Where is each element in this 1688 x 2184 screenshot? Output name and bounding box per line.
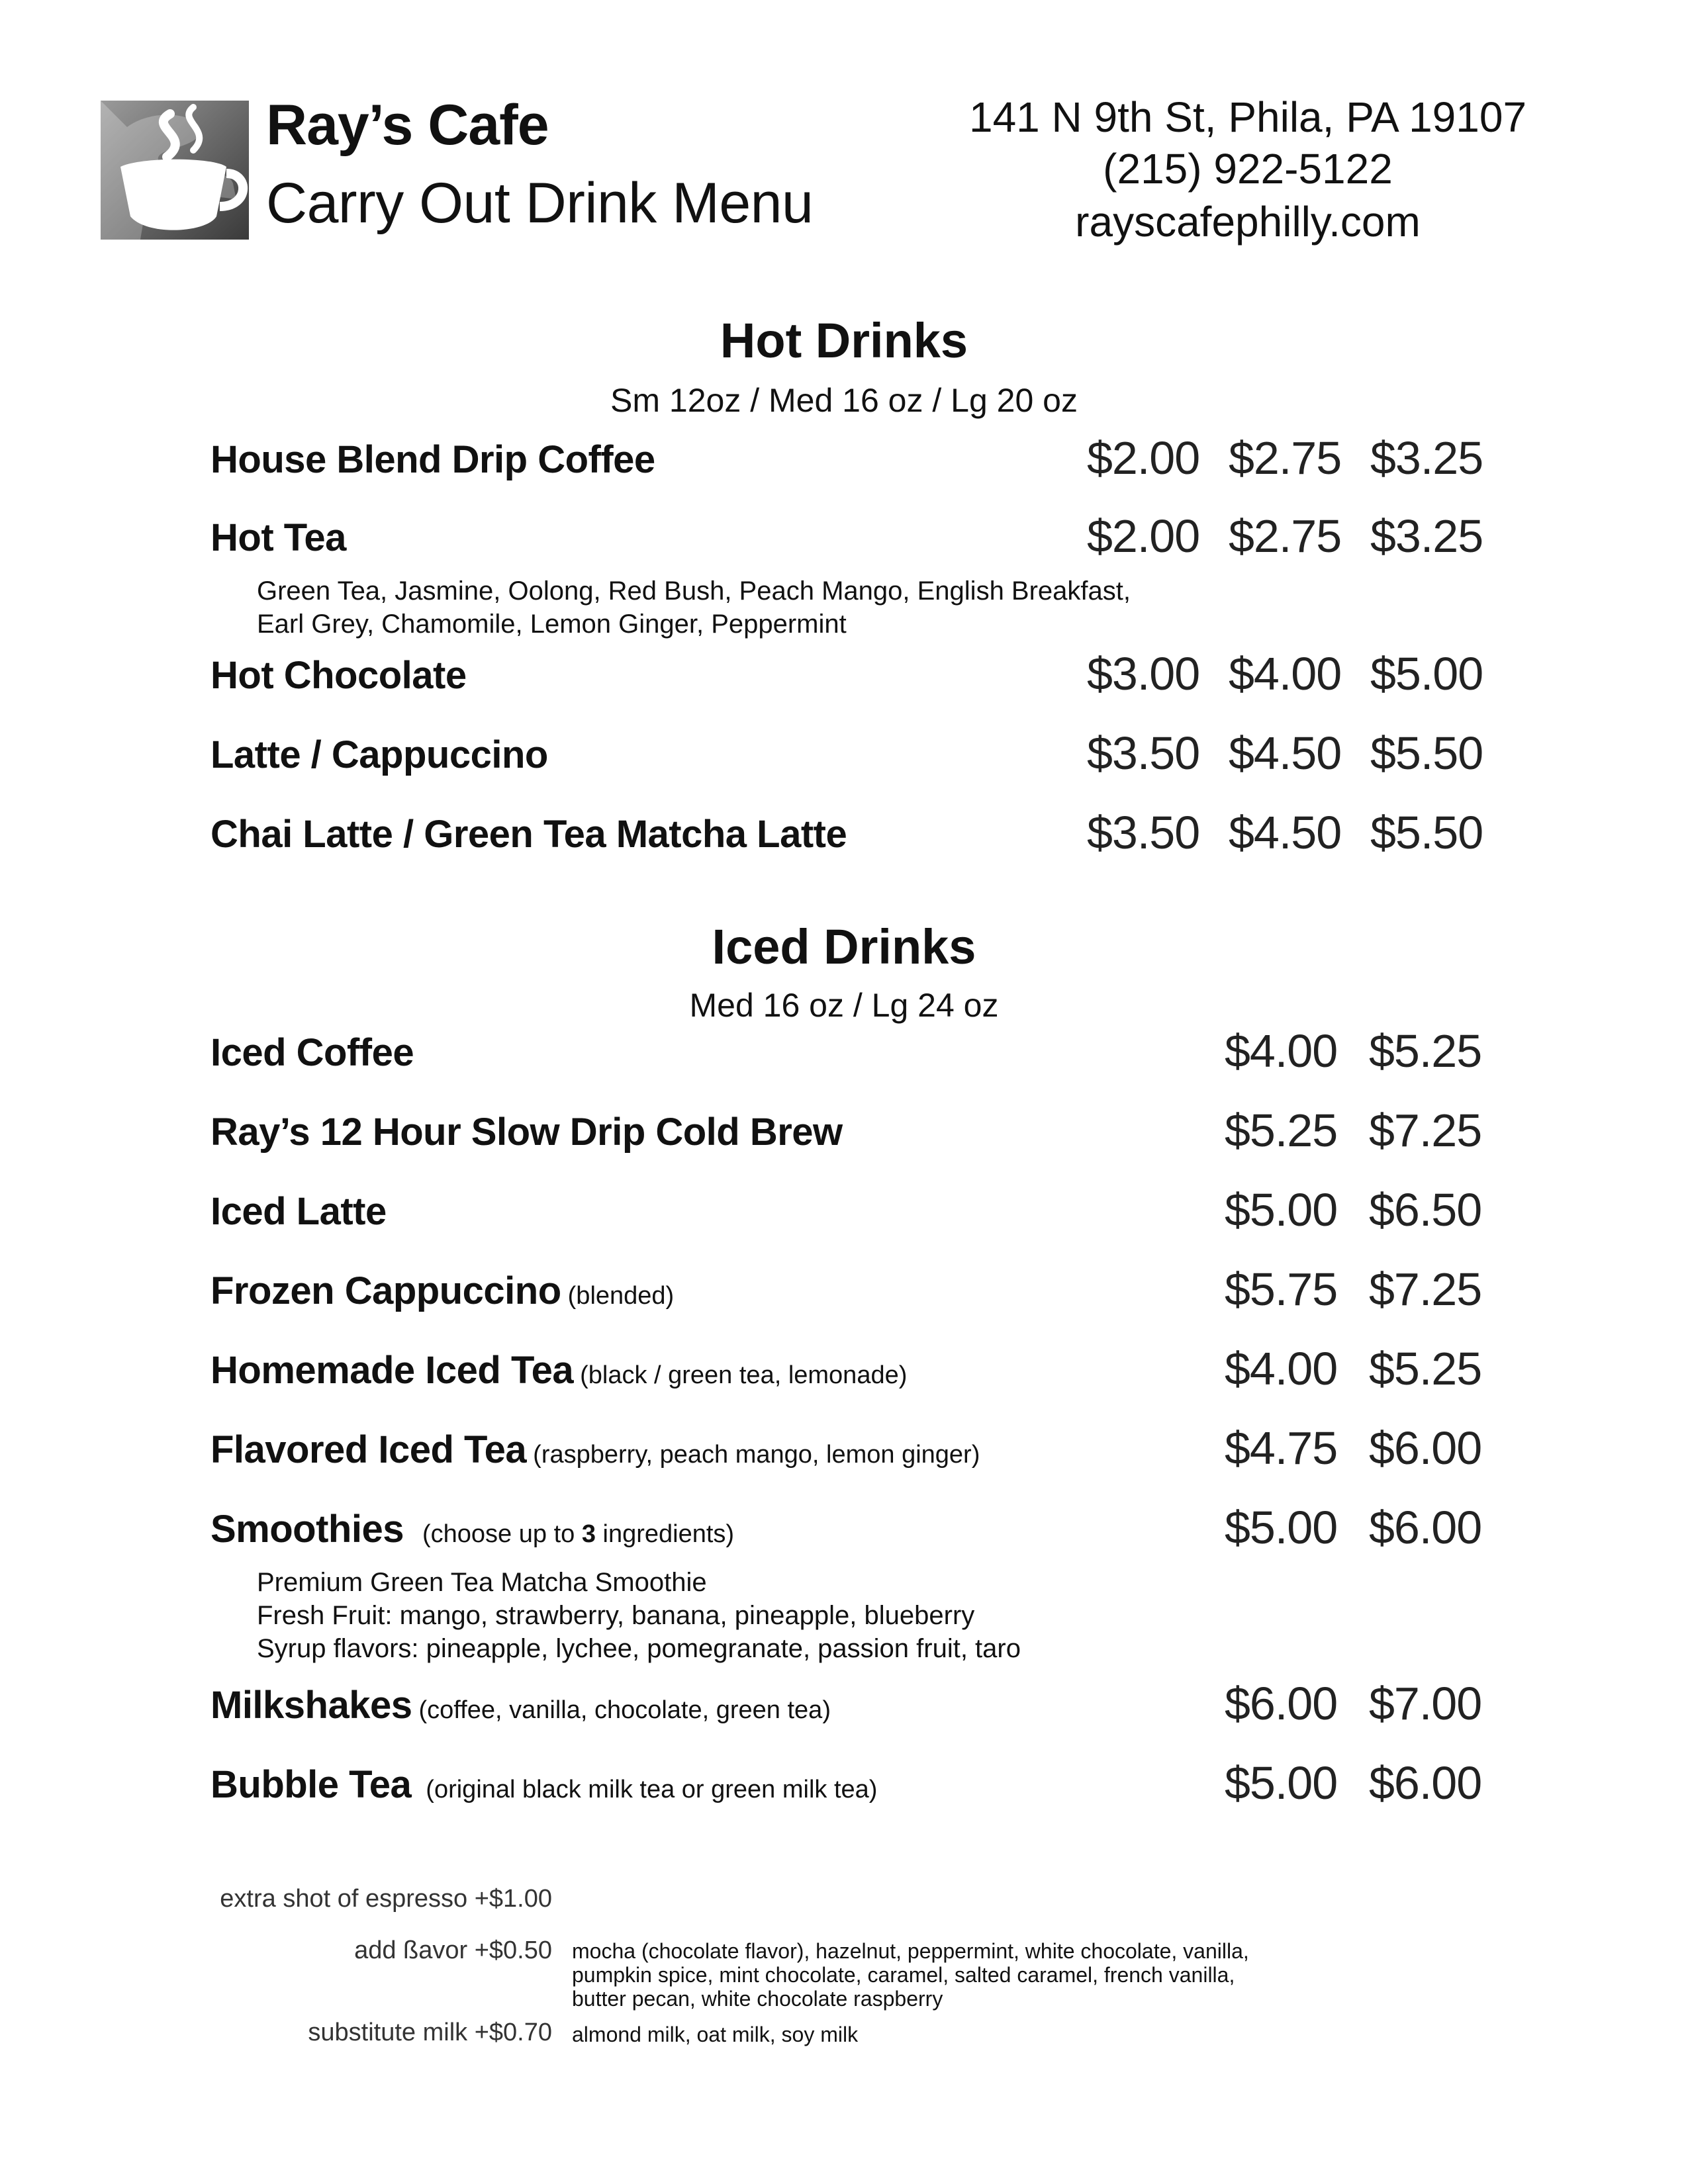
- menu-item: [211, 727, 1521, 786]
- price-large: $7.25: [1369, 1263, 1482, 1315]
- price-small: $2.00: [1087, 432, 1200, 484]
- price-large: $5.25: [1369, 1343, 1482, 1394]
- item-name: Homemade Iced Tea: [211, 1349, 574, 1392]
- item-note: (black / green tea, lemonade): [580, 1361, 908, 1389]
- item-name-wrap: [211, 1348, 907, 1392]
- tea-varieties: [257, 574, 1131, 641]
- menu-title: Carry Out Drink Menu: [266, 171, 814, 235]
- item-name: Iced Latte: [211, 1190, 387, 1233]
- item-name-wrap: [211, 1428, 980, 1472]
- menu-item: [211, 1342, 1521, 1402]
- item-note: (raspberry, peach mango, lemon ginger): [533, 1441, 980, 1469]
- price-small: $3.50: [1087, 727, 1200, 779]
- price-medium: $4.00: [1229, 648, 1342, 700]
- price-medium: $5.25: [1225, 1105, 1338, 1156]
- price-large: $3.25: [1370, 432, 1483, 484]
- detail-line: Fresh Fruit: mango, strawberry, banana, pineapple, blueberry: [257, 1601, 975, 1630]
- price-medium: $5.00: [1225, 1184, 1338, 1236]
- price-medium: $2.75: [1229, 432, 1342, 484]
- price-large: $7.00: [1369, 1678, 1482, 1729]
- menu-item: [211, 1501, 1521, 1561]
- detail-line: Green Tea, Jasmine, Oolong, Red Bush, Peach Mango, English Breakfast,: [257, 576, 1131, 606]
- item-name: Latte / Cappuccino: [211, 733, 548, 776]
- hot-drinks-sizes: Sm 12oz / Med 16 oz / Lg 20 oz: [610, 382, 1078, 419]
- item-name: Milkshakes: [211, 1684, 412, 1727]
- item-name: Ray’s 12 Hour Slow Drip Cold Brew: [211, 1111, 843, 1154]
- detail-line: Premium Green Tea Matcha Smoothie: [257, 1568, 707, 1597]
- item-name: Flavored Iced Tea: [211, 1428, 527, 1471]
- smoothie-options: [257, 1566, 1021, 1665]
- item-note: (blended): [567, 1282, 675, 1310]
- price-medium: $4.00: [1225, 1025, 1338, 1077]
- price-large: $5.50: [1370, 807, 1483, 858]
- menu-item: [211, 647, 1521, 707]
- price-medium: $5.00: [1225, 1502, 1338, 1553]
- item-note: (coffee, vanilla, chocolate, green tea): [418, 1696, 831, 1724]
- item-name: Frozen Cappuccino: [211, 1269, 561, 1312]
- iced-drinks-sizes: Med 16 oz / Lg 24 oz: [689, 987, 999, 1024]
- note-text: ingredients): [602, 1520, 735, 1548]
- detail-line: Syrup flavors: pineapple, lychee, pomegranate, passion fruit, taro: [257, 1634, 1021, 1663]
- price-medium: $4.00: [1225, 1343, 1338, 1394]
- website: rayscafephilly.com: [1075, 198, 1421, 246]
- price-large: $7.25: [1369, 1105, 1482, 1156]
- price-large: $3.25: [1370, 510, 1483, 562]
- price-large: $6.00: [1369, 1502, 1482, 1553]
- addon-milk-label: substitute milk +$0.70: [308, 2019, 552, 2046]
- menu-item: [211, 1104, 1521, 1163]
- item-name-wrap: [211, 1683, 831, 1727]
- detail-line: Earl Grey, Chamomile, Lemon Ginger, Peppermint: [257, 610, 847, 639]
- price-large: $5.00: [1370, 648, 1483, 700]
- item-name: Iced Coffee: [211, 1031, 414, 1074]
- menu-item: [211, 1263, 1521, 1322]
- cafe-name: Ray’s Cafe: [266, 93, 549, 157]
- price-medium: $4.50: [1229, 727, 1342, 779]
- price-small: $3.50: [1087, 807, 1200, 858]
- menu-item: [211, 1756, 1521, 1816]
- price-small: $2.00: [1087, 510, 1200, 562]
- addon-espresso-label: extra shot of espresso +$1.00: [220, 1885, 552, 1913]
- item-note: [422, 1520, 734, 1548]
- price-medium: $4.75: [1225, 1422, 1338, 1474]
- hot-drinks-title: Hot Drinks: [720, 313, 968, 368]
- address: 141 N 9th St, Phila, PA 19107: [968, 93, 1527, 141]
- item-name: Smoothies: [211, 1508, 404, 1551]
- price-large: $6.00: [1369, 1422, 1482, 1474]
- menu-item: [211, 1422, 1521, 1481]
- detail-line: pumpkin spice, mint chocolate, caramel, salted caramel, french vanilla,: [572, 1963, 1235, 1987]
- item-name: House Blend Drip Coffee: [211, 438, 655, 481]
- price-large: $6.00: [1369, 1757, 1482, 1809]
- addon-flavor-label: add ßavor +$0.50: [354, 1936, 552, 1964]
- menu-item: [211, 1183, 1521, 1243]
- menu-item: [211, 806, 1521, 866]
- item-name-wrap: [211, 1762, 877, 1807]
- detail-line: mocha (chocolate flavor), hazelnut, peppermint, white chocolate, vanilla,: [572, 1939, 1249, 1963]
- detail-line: butter pecan, white chocolate raspberry: [572, 1987, 943, 2011]
- addon-flavor-options: [572, 1939, 1249, 2011]
- price-small: $3.00: [1087, 648, 1200, 700]
- menu-item: [211, 510, 1521, 569]
- coffee-cup-logo-icon: [101, 101, 249, 240]
- price-large: $5.25: [1369, 1025, 1482, 1077]
- phone-number: (215) 922-5122: [1103, 145, 1393, 193]
- note-count: 3: [581, 1520, 596, 1548]
- menu-item: [211, 1677, 1521, 1737]
- item-name-wrap: [211, 1507, 734, 1551]
- price-medium: $2.75: [1229, 510, 1342, 562]
- item-name: Hot Chocolate: [211, 654, 467, 697]
- price-medium: $5.00: [1225, 1757, 1338, 1809]
- note-text: (choose up to: [422, 1520, 575, 1548]
- price-large: $6.50: [1369, 1184, 1482, 1236]
- addon-milk-options: [572, 2023, 858, 2046]
- price-medium: $5.75: [1225, 1263, 1338, 1315]
- iced-drinks-title: Iced Drinks: [712, 919, 976, 974]
- menu-item: [211, 1024, 1521, 1084]
- item-name-wrap: [211, 1269, 674, 1313]
- menu-item: [211, 432, 1521, 491]
- detail-line: almond milk, oat milk, soy milk: [572, 2023, 859, 2046]
- price-medium: $4.50: [1229, 807, 1342, 858]
- item-name: Bubble Tea: [211, 1763, 412, 1806]
- price-medium: $6.00: [1225, 1678, 1338, 1729]
- price-large: $5.50: [1370, 727, 1483, 779]
- item-name: Hot Tea: [211, 516, 346, 559]
- item-name: Chai Latte / Green Tea Matcha Latte: [211, 813, 847, 856]
- item-note: (original black milk tea or green milk tea): [426, 1776, 878, 1803]
